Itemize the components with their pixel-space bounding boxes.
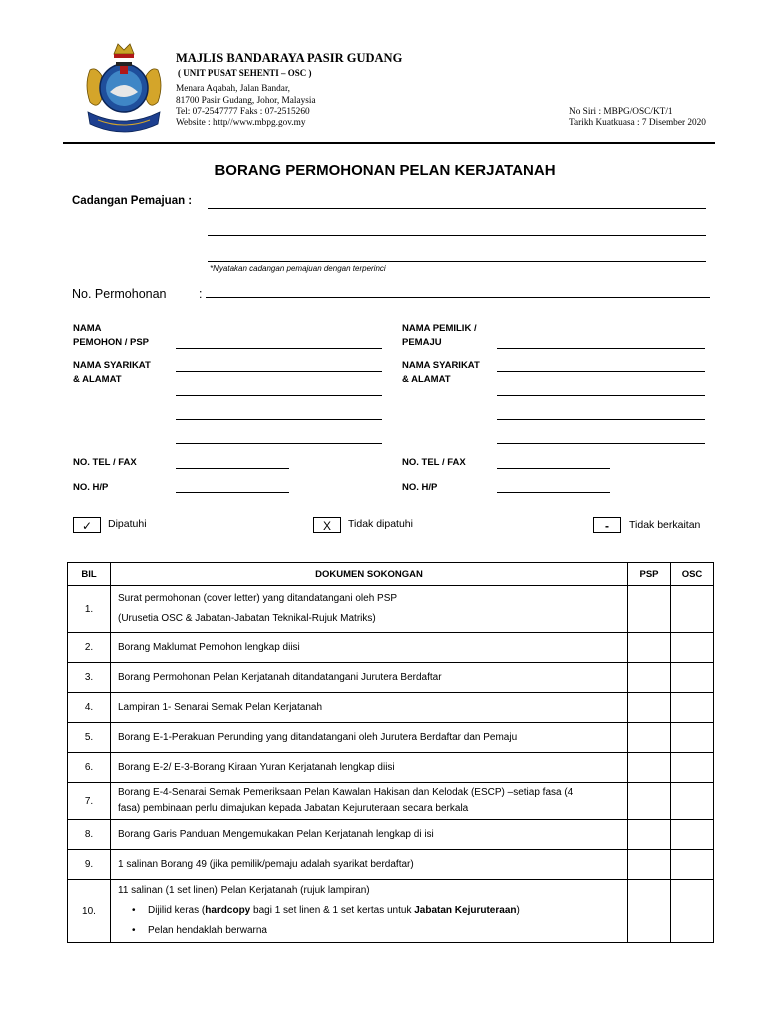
owner-tel-fax-field[interactable] — [497, 468, 610, 469]
form-title: BORANG PERMOHONAN PELAN KERJATANAH — [214, 162, 556, 179]
serial-number: No Siri : MBPG/OSC/KT/1 — [569, 107, 673, 117]
osc-check-cell[interactable] — [671, 693, 714, 723]
company-address-field-3[interactable] — [176, 419, 382, 420]
row-description: Borang E-2/ E-3-Borang Kiraan Yuran Kerjatanah lengkap diisi — [111, 753, 628, 783]
psp-check-cell[interactable] — [628, 663, 671, 693]
owner-handphone-label: NO. H/P — [402, 482, 438, 493]
proposal-field-line-1[interactable] — [208, 208, 706, 209]
not-applicable-legend-box: - — [593, 517, 621, 533]
row-description: Lampiran 1- Senarai Semak Pelan Kerjatanah — [111, 693, 628, 723]
table-row — [68, 850, 714, 880]
not-applicable-legend-label: Tidak berkaitan — [629, 519, 701, 531]
row-description-line: fasa) pembinaan perlu dimajukan kepada Jabatan Kejuruteraan secara berkala — [118, 803, 469, 814]
table-row — [68, 663, 714, 693]
owner-company-address-field-2[interactable] — [497, 395, 705, 396]
owner-company-address-field-3[interactable] — [497, 419, 705, 420]
osc-check-cell[interactable] — [671, 880, 714, 943]
applicant-name-label: NAMA PEMOHON / PSP — [73, 323, 150, 348]
row-description: 1 salinan Borang 49 (jika pemilik/pemaju adalah syarikat berdaftar) — [111, 850, 628, 880]
table-row — [68, 783, 714, 820]
applicant-name-field[interactable] — [176, 348, 382, 349]
row-description: Borang Permohonan Pelan Kerjatanah ditandatangani Jurutera Berdaftar — [111, 663, 628, 693]
header-osc: OSC — [671, 563, 714, 586]
psp-check-cell[interactable] — [628, 880, 671, 943]
row-description — [111, 783, 628, 820]
complied-legend-box: ✓ — [73, 517, 101, 533]
bullet-item: • Dijilid keras (hardcopy bagi 1 set linen & 1 set kertas untuk Jabatan Kejuruteraan) — [118, 901, 621, 921]
header-divider — [63, 142, 715, 144]
header-psp: PSP — [628, 563, 671, 586]
row-number: 5. — [68, 723, 111, 753]
row-description-line: 11 salinan (1 set linen) Pelan Kerjatanah (rujuk lampiran) — [118, 885, 370, 896]
psp-check-cell[interactable] — [628, 753, 671, 783]
table-row — [68, 633, 714, 663]
not-complied-legend-box: X — [313, 517, 341, 533]
osc-check-cell[interactable] — [671, 723, 714, 753]
psp-check-cell[interactable] — [628, 850, 671, 880]
address-line: 81700 Pasir Gudang, Johor, Malaysia — [176, 96, 316, 106]
psp-check-cell[interactable] — [628, 693, 671, 723]
application-number-label: No. Permohonan — [72, 287, 167, 301]
osc-check-cell[interactable] — [671, 586, 714, 633]
address-line: Website : http//www.mbpg.gov.my — [176, 118, 306, 128]
table-header-row — [68, 563, 714, 586]
row-number: 2. — [68, 633, 111, 663]
row-number: 1. — [68, 586, 111, 633]
psp-check-cell[interactable] — [628, 633, 671, 663]
company-address-field-1[interactable] — [176, 371, 382, 372]
owner-company-address-label: NAMA SYARIKAT & ALAMAT — [402, 360, 480, 385]
osc-check-cell[interactable] — [671, 753, 714, 783]
osc-check-cell[interactable] — [671, 820, 714, 850]
owner-tel-fax-label: NO. TEL / FAX — [402, 457, 466, 468]
table-row — [68, 880, 714, 943]
owner-name-label: NAMA PEMILIK / PEMAJU — [402, 323, 477, 348]
row-description-line: Surat permohonan (cover letter) yang ditandatangani oleh PSP — [118, 593, 398, 604]
table-row — [68, 820, 714, 850]
row-description-line: (Urusetia OSC & Jabatan-Jabatan Teknikal-Rujuk Matriks) — [118, 613, 376, 624]
bullet-item: • Pelan hendaklah berwarna — [118, 921, 621, 941]
row-description — [111, 880, 628, 943]
proposal-field-line-3[interactable] — [208, 261, 706, 262]
osc-check-cell[interactable] — [671, 633, 714, 663]
address-line: Tel: 07-2547777 Faks : 07-2515260 — [176, 107, 310, 117]
header-document: DOKUMEN SOKONGAN — [111, 563, 628, 586]
row-number: 4. — [68, 693, 111, 723]
row-number: 10. — [68, 880, 111, 943]
address-line: Menara Aqabah, Jalan Bandar, — [176, 84, 290, 94]
owner-handphone-field[interactable] — [497, 492, 610, 493]
row-number: 6. — [68, 753, 111, 783]
table-row — [68, 586, 714, 633]
row-number: 8. — [68, 820, 111, 850]
psp-check-cell[interactable] — [628, 783, 671, 820]
row-description — [111, 586, 628, 633]
row-description-line: Borang E-4-Senarai Semak Pemeriksaan Pelan Kawalan Hakisan dan Kelodak (ESCP) –setiap fasa (4 — [118, 787, 574, 798]
application-number-field[interactable] — [206, 297, 710, 298]
psp-check-cell[interactable] — [628, 723, 671, 753]
tel-fax-label: NO. TEL / FAX — [73, 457, 137, 468]
organization-unit: ( UNIT PUSAT SEHENTI – OSC ) — [178, 68, 312, 78]
psp-check-cell[interactable] — [628, 586, 671, 633]
table-row — [68, 693, 714, 723]
row-description: Borang Garis Panduan Mengemukakan Pelan Kerjatanah lengkap di isi — [111, 820, 628, 850]
proposal-field-line-2[interactable] — [208, 235, 706, 236]
company-address-field-4[interactable] — [176, 443, 382, 444]
organization-name: MAJLIS BANDARAYA PASIR GUDANG — [176, 51, 403, 65]
proposal-label: Cadangan Pemajuan : — [72, 195, 193, 207]
owner-name-field[interactable] — [497, 348, 705, 349]
osc-check-cell[interactable] — [671, 850, 714, 880]
row-number: 9. — [68, 850, 111, 880]
council-crest-logo — [80, 40, 168, 136]
effective-date: Tarikh Kuatkuasa : 7 Disember 2020 — [569, 118, 706, 128]
handphone-label: NO. H/P — [73, 482, 109, 493]
not-complied-legend-label: Tidak dipatuhi — [348, 518, 413, 530]
row-number: 7. — [68, 783, 111, 820]
table-row — [68, 753, 714, 783]
application-number-colon: : — [199, 287, 203, 301]
handphone-field[interactable] — [176, 492, 289, 493]
table-row — [68, 723, 714, 753]
owner-company-address-field-1[interactable] — [497, 371, 705, 372]
tel-fax-field[interactable] — [176, 468, 289, 469]
company-address-label: NAMA SYARIKAT & ALAMAT — [73, 360, 151, 385]
psp-check-cell[interactable] — [628, 820, 671, 850]
osc-check-cell[interactable] — [671, 663, 714, 693]
row-number: 3. — [68, 663, 111, 693]
owner-company-address-field-4[interactable] — [497, 443, 705, 444]
header-bil: BIL — [68, 563, 111, 586]
proposal-note: *Nyatakan cadangan pemajuan dengan terperinci — [210, 264, 386, 273]
row-description: Borang E-1-Perakuan Perunding yang ditandatangani oleh Jurutera Berdaftar dan Pemaju — [111, 723, 628, 753]
complied-legend-label: Dipatuhi — [108, 518, 147, 530]
row-description: Borang Maklumat Pemohon lengkap diisi — [111, 633, 628, 663]
supporting-documents-table — [67, 562, 714, 943]
osc-check-cell[interactable] — [671, 783, 714, 820]
company-address-field-2[interactable] — [176, 395, 382, 396]
